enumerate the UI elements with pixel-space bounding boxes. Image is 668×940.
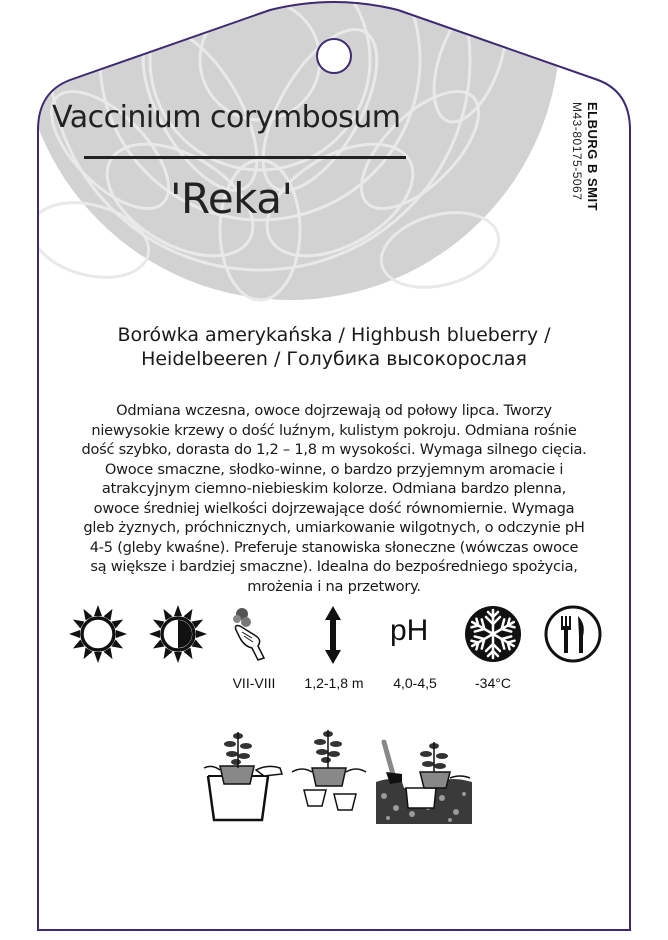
partial-shade-icon bbox=[148, 604, 208, 664]
product-code: M43-80175-5067 bbox=[570, 102, 584, 201]
harvest-icon bbox=[228, 602, 278, 664]
description: Odmiana wczesna, owoce dojrzewają od połowy lipca. Tworzy niewysokie krzewy o dość luźnym, kulistym pokroju. Odmiana rośnie dość szybko, dorasta do 1,2 – 1,8 m wysokości. Wymaga silnego cięcia. Owoce smaczne, słodko-winne, o bardzo przyjemnym aromacie i atrakcyjnym ciemno-niebieskim kolorze. Odmiana bardzo plenna, owoce średniej wielkości dojrzewające dość równomiernie. Wymaga gleb żyznych, próchnicznych, umiarkowanie wilgotnych, o odczynie pH 4-5 (gleby kwaśne). Preferuje stanowiska słoneczne (wówczas owoce są większe i bardziej smaczne). Idealna do bezpośredniego spożycia, mrożenia i na przetwory. bbox=[81, 402, 587, 595]
height-value: 1,2-1,8 m bbox=[304, 675, 364, 691]
ph-symbol: pH bbox=[390, 614, 429, 647]
harvest-value: VII-VIII bbox=[232, 675, 276, 691]
name-divider bbox=[84, 156, 406, 159]
brand-block bbox=[570, 102, 600, 211]
common-names-line-2: Heidelbeeren / Голубика высокорослая bbox=[141, 348, 527, 370]
brand-name: ELBURG B SMIT bbox=[585, 102, 600, 212]
planting-step-plant-in-soil-icon bbox=[372, 738, 476, 828]
common-names-line-1: Borówka amerykańska / Highbush blueberry / bbox=[117, 324, 551, 346]
ph-value: 4,0-4,5 bbox=[393, 675, 437, 691]
height-arrow-icon bbox=[318, 604, 348, 666]
planting-step-remove-pot-icon bbox=[286, 724, 372, 824]
planting-step-watering-icon bbox=[198, 724, 288, 824]
cultivar-name: 'Reka' bbox=[170, 174, 293, 223]
snowflake-icon bbox=[463, 604, 523, 664]
latin-name: Vaccinium corymbosum bbox=[52, 100, 401, 135]
full-sun-icon bbox=[68, 604, 128, 664]
common-names bbox=[60, 323, 608, 371]
hardiness-value: -34°C bbox=[475, 675, 511, 691]
header-pattern bbox=[20, 0, 560, 300]
ph-icon bbox=[390, 614, 428, 648]
edible-fork-knife-icon bbox=[543, 604, 603, 664]
hang-hole bbox=[317, 39, 351, 73]
